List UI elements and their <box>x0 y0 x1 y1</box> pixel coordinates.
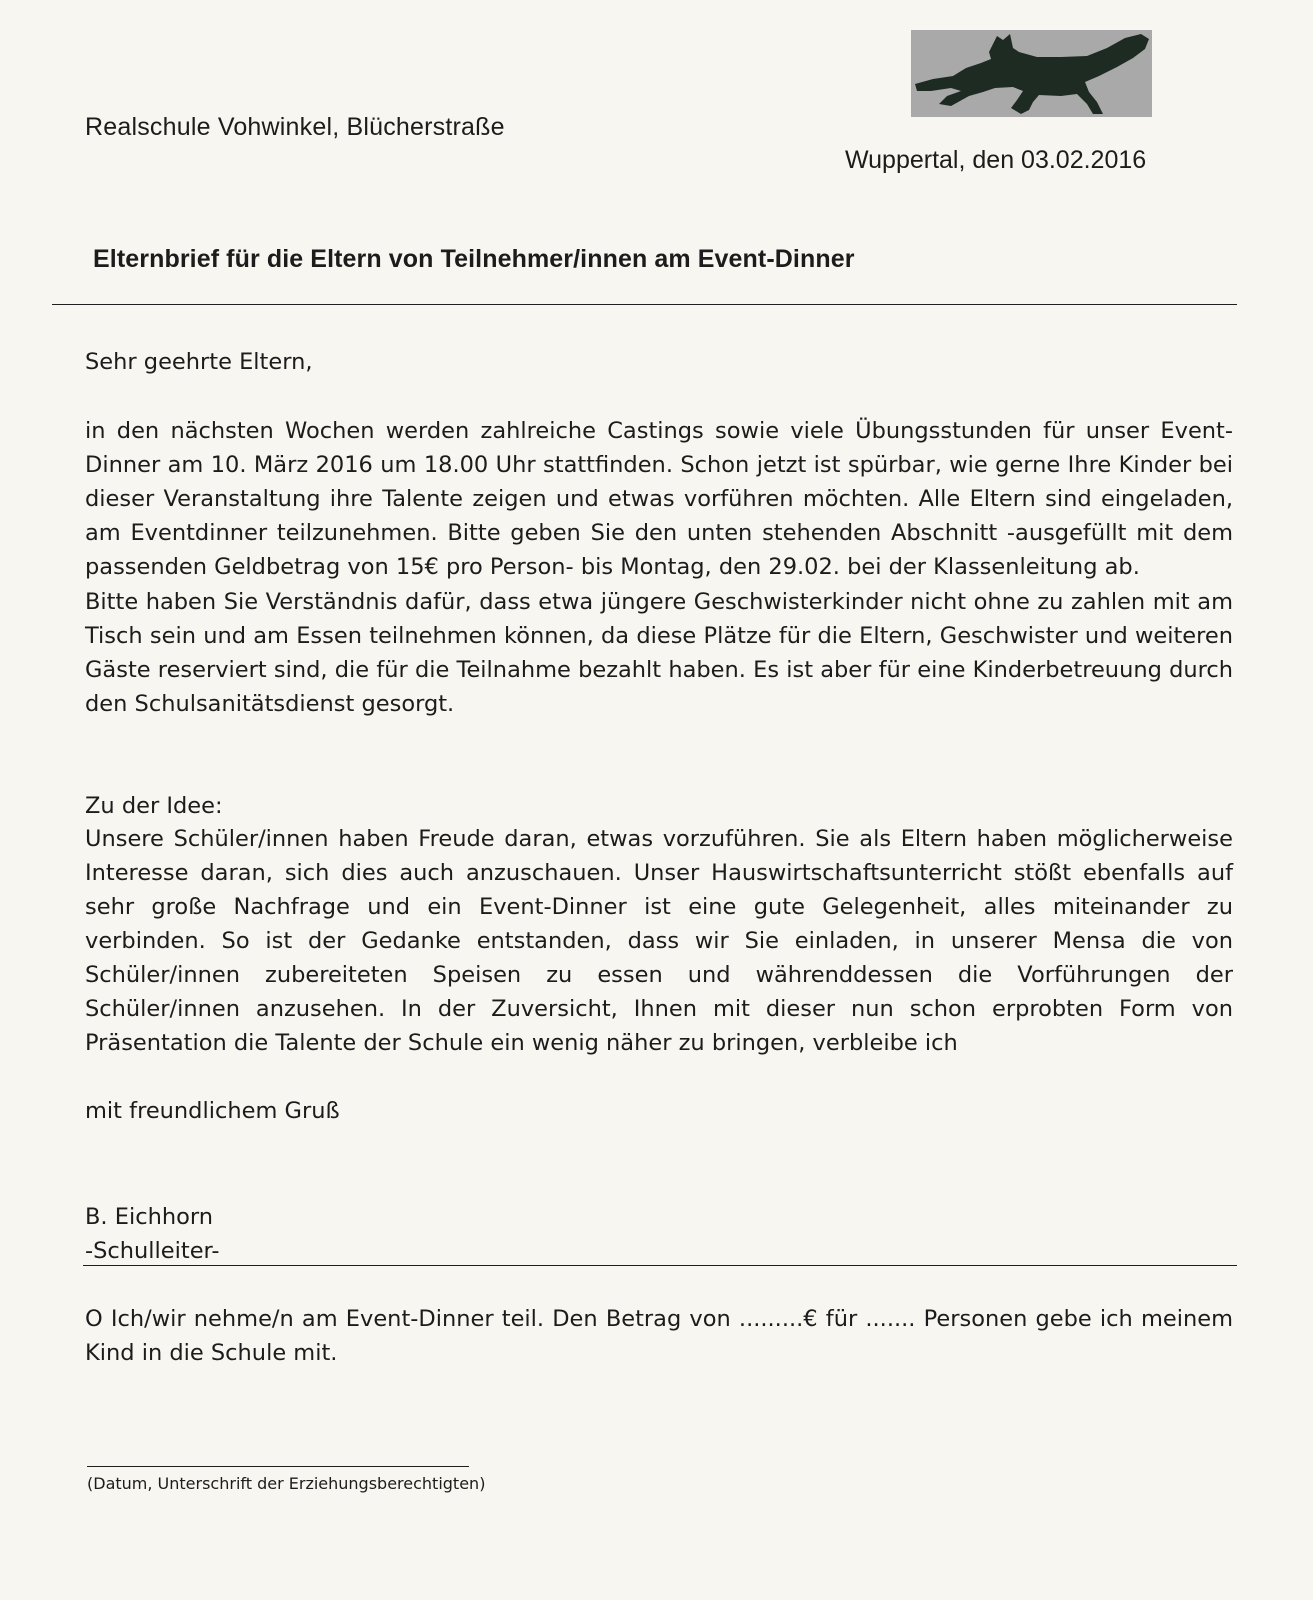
paragraph-invitation: in den nächsten Wochen werden zahlreiche Castings sowie viele Übungsstunden für unser Event-Dinner am 10. März 2016 um 18.00 Uhr stattfinden. Schon jetzt ist spürbar, wie gerne Ihre Kinder bei dieser Veranstaltung ihre Talente zeigen und etwas vorführen möchten. Alle Eltern sind eingeladen, am Eventdinner teilzunehmen. Bitte geben Sie den unten stehenden Abschnitt -ausgefüllt mit dem passenden Geldbetrag von 15€ pro Person- bis Montag, den 29.02. bei der Klassenleitung ab. <box>85 418 1233 580</box>
signature-line <box>87 1466 469 1467</box>
closing: mit freundlichem Gruß <box>85 1098 340 1124</box>
reply-slip-divider <box>83 1265 1237 1266</box>
paragraph-siblings: Bitte haben Sie Verständnis dafür, dass etwa jüngere Geschwisterkinder nicht ohne zu zahlen mit am Tisch sein und am Essen teilnehmen können, da diese Plätze für die Eltern, Geschwister und weiteren Gäste reserviert sind, die für die Teilnahme bezahlt haben. Es ist aber für eine Kinderbetreuung durch den Schulsanitätsdienst gesorgt. <box>85 589 1233 717</box>
idea-heading: Zu der Idee: <box>85 793 223 819</box>
school-name: Realschule Vohwinkel, Blücherstraße <box>85 113 505 141</box>
fox-logo-icon <box>911 30 1152 117</box>
signer-role: -Schulleiter- <box>85 1238 220 1264</box>
reply-slip-text: O Ich/wir nehme/n am Event-Dinner teil. Den Betrag von .........€ für ....... Personen gebe ich meinem Kind in die Schule mit. <box>85 1306 1233 1366</box>
place-date: Wuppertal, den 03.02.2016 <box>845 146 1147 174</box>
signature-caption: (Datum, Unterschrift der Erziehungsberechtigten) <box>87 1474 486 1493</box>
signer-name: B. Eichhorn <box>85 1204 213 1230</box>
salutation: Sehr geehrte Eltern, <box>85 349 313 375</box>
letter-title: Elternbrief für die Eltern von Teilnehmer/innen am Event-Dinner <box>93 245 855 273</box>
title-divider <box>52 304 1237 305</box>
paragraph-idea: Unsere Schüler/innen haben Freude daran, etwas vorzuführen. Sie als Eltern haben möglicherweise Interesse daran, sich dies auch anzuschauen. Unser Hauswirtschaftsunterricht stößt ebenfalls auf sehr große Nachfrage und ein Event-Dinner ist eine gute Gelegenheit, alles miteinander zu verbinden. So ist der Gedanke entstanden, dass wir Sie einladen, in unserer Mensa die von Schüler/innen zubereiteten Speisen zu essen und währenddessen die Vorführungen der Schüler/innen anzusehen. In der Zuversicht, Ihnen mit dieser nun schon erprobten Form von Präsentation die Talente der Schule ein wenig näher zu bringen, verbleibe ich <box>85 826 1233 1056</box>
